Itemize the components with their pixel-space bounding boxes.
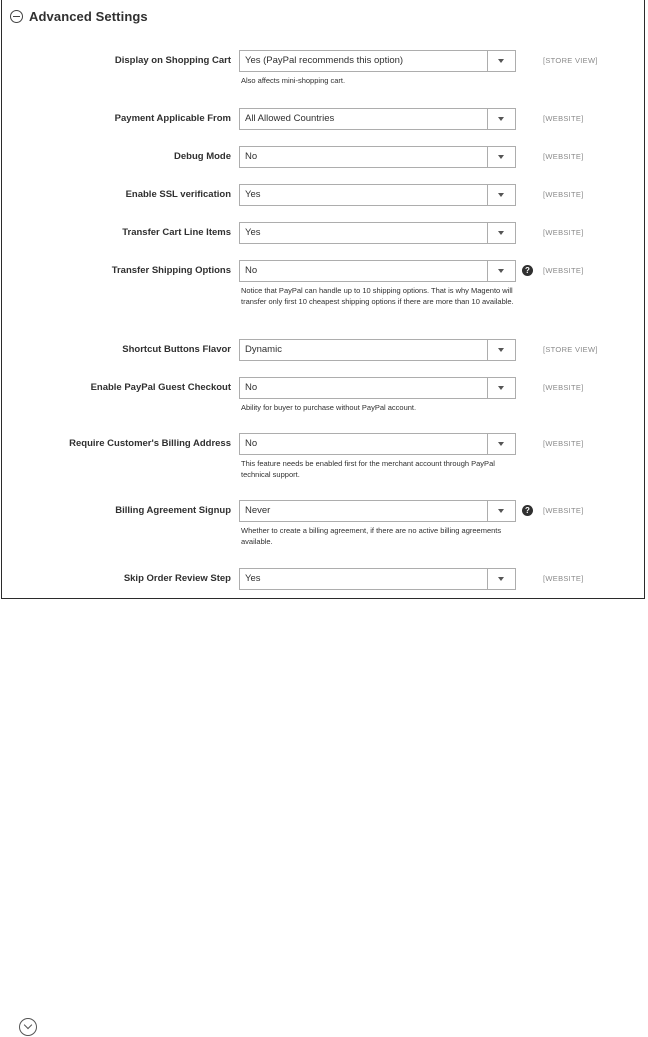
dropdown-arrow-icon[interactable] [487,109,515,129]
setting-label: Transfer Shipping Options [111,265,231,276]
setting-label: Enable PayPal Guest Checkout [90,382,231,393]
question-help-icon[interactable]: ? [522,505,533,516]
setting-note: This feature needs be enabled first for the merchant account through PayPal technical support. [241,459,495,479]
setting-label: Skip Order Review Step [123,573,231,584]
select-value: Dynamic [245,344,282,355]
setting-select[interactable] [239,222,516,244]
setting-note: Ability for buyer to purchase without PayPal account. [241,403,417,412]
chevron-down-circle-icon[interactable] [19,1018,37,1036]
setting-note: Also affects mini-shopping cart. [241,76,346,85]
scope-label: [STORE VIEW] [543,56,598,65]
advanced-settings-panel [1,0,645,599]
setting-select[interactable] [239,50,516,72]
dropdown-arrow-icon[interactable] [487,569,515,589]
dropdown-arrow-icon[interactable] [487,378,515,398]
select-value: Yes [245,573,261,584]
select-value: No [245,265,258,276]
scope-label: [WEBSITE] [543,152,584,161]
setting-select[interactable] [239,377,516,399]
dropdown-arrow-icon[interactable] [487,147,515,167]
select-value: Yes (PayPal recommends this option) [245,55,404,66]
setting-label: Display on Shopping Cart [114,55,231,66]
advanced-settings-header[interactable] [10,6,148,26]
setting-select[interactable] [239,500,516,522]
setting-select[interactable] [239,568,516,590]
setting-label: Debug Mode [174,151,231,162]
select-value: Never [245,505,271,516]
scope-label: [WEBSITE] [543,266,584,275]
select-value: No [245,438,258,449]
setting-label: Shortcut Buttons Flavor [122,344,231,355]
collapse-icon[interactable] [10,10,23,23]
setting-select[interactable] [239,260,516,282]
select-value: No [245,382,258,393]
scope-label: [WEBSITE] [543,228,584,237]
scope-label: [WEBSITE] [543,114,584,123]
setting-note: Notice that PayPal can handle up to 10 shipping options. That is why Magento will transfer only first 10 cheapest shipping options if there are more than 10 available. [241,286,514,306]
setting-label: Billing Agreement Signup [115,505,231,516]
dropdown-arrow-icon[interactable] [487,51,515,71]
setting-select[interactable] [239,108,516,130]
setting-select[interactable] [239,146,516,168]
section-title: Advanced Settings [29,8,148,24]
scope-label: [WEBSITE] [543,574,584,583]
dropdown-arrow-icon[interactable] [487,261,515,281]
dropdown-arrow-icon[interactable] [487,434,515,454]
dropdown-arrow-icon[interactable] [487,501,515,521]
setting-select[interactable] [239,433,516,455]
select-value: Yes [245,189,261,200]
setting-label: Transfer Cart Line Items [122,227,231,238]
dropdown-arrow-icon[interactable] [487,223,515,243]
setting-select[interactable] [239,339,516,361]
dropdown-arrow-icon[interactable] [487,185,515,205]
setting-label: Require Customer's Billing Address [69,438,231,449]
select-value: Yes [245,227,261,238]
select-value: No [245,151,258,162]
scope-label: [WEBSITE] [543,383,584,392]
scope-label: [WEBSITE] [543,506,584,515]
scope-label: [STORE VIEW] [543,345,598,354]
dropdown-arrow-icon[interactable] [487,340,515,360]
setting-label: Payment Applicable From [114,113,231,124]
setting-label: Enable SSL verification [125,189,231,200]
question-help-icon[interactable]: ? [522,265,533,276]
scope-label: [WEBSITE] [543,190,584,199]
scope-label: [WEBSITE] [543,439,584,448]
setting-note: Whether to create a billing agreement, if there are no active billing agreements available. [241,526,502,546]
select-value: All Allowed Countries [245,113,335,124]
setting-select[interactable] [239,184,516,206]
